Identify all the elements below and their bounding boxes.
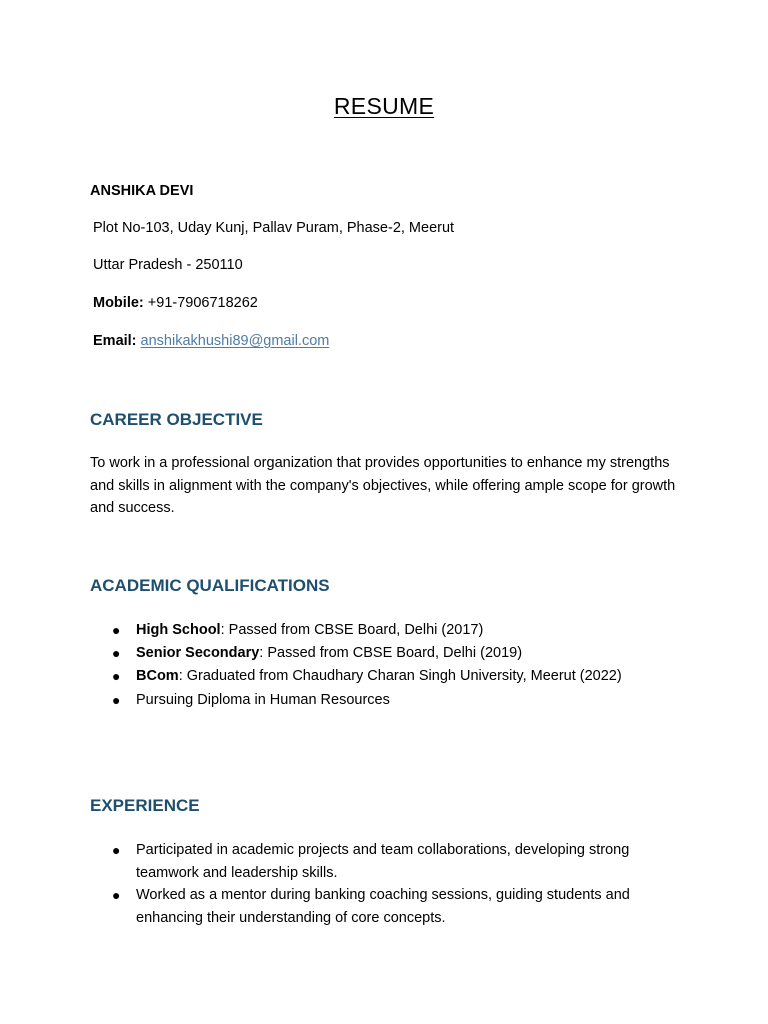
candidate-name: ANSHIKA DEVI xyxy=(90,183,194,199)
experience-heading: EXPERIENCE xyxy=(90,796,200,815)
list-item xyxy=(0,884,656,929)
document-title: RESUME xyxy=(333,93,435,119)
bullet-icon: ● xyxy=(112,668,121,685)
email-row xyxy=(93,333,329,349)
email-label: Email: xyxy=(93,333,137,349)
qualification-title: High School xyxy=(136,622,221,638)
experience-detail: Worked as a mentor during banking coaching sessions, guiding students and enhancing their understanding of core concepts. xyxy=(136,887,630,926)
career-objective-heading: CAREER OBJECTIVE xyxy=(90,410,263,429)
list-item xyxy=(0,619,656,642)
academic-heading: ACADEMIC QUALIFICATIONS xyxy=(90,576,330,595)
academic-list xyxy=(0,619,656,712)
qualification-title: Senior Secondary xyxy=(136,645,260,662)
qualification-title: BCom xyxy=(136,668,179,685)
bullet-icon: ● xyxy=(112,645,121,662)
list-item xyxy=(0,665,656,688)
bullet-icon: ● xyxy=(112,622,121,638)
bullet-icon: ● xyxy=(112,842,121,858)
mobile-row xyxy=(93,295,258,311)
career-objective-text: To work in a professional organization that provides opportunities to enhance my strengths and skills in alignment with the company's objectives, while offering ample scope for growth and success. xyxy=(90,455,676,516)
bullet-icon: ● xyxy=(112,887,121,903)
list-item xyxy=(0,642,656,665)
qualification-detail: Pursuing Diploma in Human Resources xyxy=(136,691,390,708)
qualification-detail: : Passed from CBSE Board, Delhi (2019) xyxy=(259,645,523,662)
bullet-icon: ● xyxy=(112,691,121,708)
address-line-1: Plot No-103, Uday Kunj, Pallav Puram, Phase-2, Meerut xyxy=(93,220,455,236)
list-item xyxy=(0,839,656,884)
list-item xyxy=(0,689,656,712)
experience-list xyxy=(0,839,656,929)
qualification-detail: : Graduated from Chaudhary Charan Singh University, Meerut (2022) xyxy=(178,668,622,685)
mobile-value: +91-7906718262 xyxy=(147,295,258,311)
address-line-2: Uttar Pradesh - 250110 xyxy=(93,257,243,273)
experience-detail: Participated in academic projects and team collaborations, developing strong teamwork and leadership skills. xyxy=(136,842,630,881)
email-link[interactable]: anshikakhushi89@gmail.com xyxy=(140,333,330,349)
mobile-label: Mobile: xyxy=(93,295,144,311)
qualification-detail: : Passed from CBSE Board, Delhi (2017) xyxy=(220,622,484,638)
